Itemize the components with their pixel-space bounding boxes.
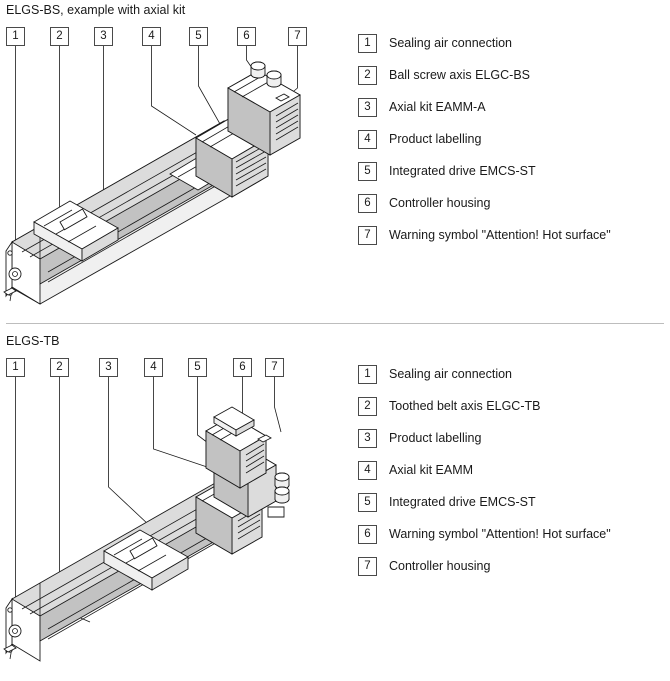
callout-number-2-7: 7 [265,358,284,377]
legend-item [358,550,664,582]
callout-number-1-5: 5 [189,27,208,46]
callout-number-1-4: 4 [142,27,161,46]
elgs-tb-axis-body [4,407,289,661]
legend-item [358,219,664,251]
legend-label: Sealing air connection [389,36,512,50]
legend-elgs-tb [358,358,664,582]
legend-number: 6 [358,525,377,544]
legend-label: Ball screw axis ELGC-BS [389,68,531,82]
legend-number: 2 [358,66,377,85]
legend-item [358,518,664,550]
legend-label: Integrated drive EMCS-ST [389,164,536,178]
callout-number-2-4: 4 [144,358,163,377]
callout-number-row-1 [0,27,350,46]
legend-label: Axial kit EAMM-A [389,100,486,114]
legend-item [358,59,664,91]
callout-number-row-2 [0,358,350,377]
legend-item [358,91,664,123]
section-title-elgs-bs: ELGS-BS, example with axial kit [6,3,186,17]
legend-label: Controller housing [389,559,491,573]
legend-item [358,486,664,518]
legend-label: Integrated drive EMCS-ST [389,495,536,509]
legend-item [358,155,664,187]
legend-label: Warning symbol "Attention! Hot surface" [389,228,611,242]
legend-item [358,358,664,390]
legend-label: Controller housing [389,196,491,210]
legend-label: Warning symbol "Attention! Hot surface" [389,527,611,541]
legend-item [358,422,664,454]
section-elgs-bs [0,0,670,320]
legend-number: 4 [358,130,377,149]
legend-number: 7 [358,226,377,245]
legend-label: Toothed belt axis ELGC-TB [389,399,541,413]
legend-elgs-bs [358,27,664,251]
product-illustration-elgs-bs [0,46,350,316]
legend-number: 2 [358,397,377,416]
legend-item [358,27,664,59]
legend-item [358,187,664,219]
callout-number-2-6: 6 [233,358,252,377]
callout-number-1-7: 7 [288,27,307,46]
callout-number-2-2: 2 [50,358,69,377]
legend-item [358,390,664,422]
legend-item [358,454,664,486]
callout-number-1-6: 6 [237,27,256,46]
legend-number: 3 [358,98,377,117]
legend-number: 6 [358,194,377,213]
callout-number-1-1: 1 [6,27,25,46]
legend-number: 4 [358,461,377,480]
legend-number: 5 [358,162,377,181]
legend-label: Sealing air connection [389,367,512,381]
callout-number-2-5: 5 [188,358,207,377]
legend-label: Product labelling [389,431,482,445]
callout-number-2-3: 3 [99,358,118,377]
callout-number-1-3: 3 [94,27,113,46]
callout-number-2-1: 1 [6,358,25,377]
legend-number: 3 [358,429,377,448]
product-illustration-elgs-tb [0,377,350,677]
callout-number-1-2: 2 [50,27,69,46]
elgs-bs-axis-body [4,62,300,304]
legend-item [358,123,664,155]
section-title-elgs-tb: ELGS-TB [6,334,60,348]
legend-label: Product labelling [389,132,482,146]
legend-number: 7 [358,557,377,576]
legend-label: Axial kit EAMM [389,463,474,477]
legend-number: 5 [358,493,377,512]
legend-number: 1 [358,365,377,384]
legend-number: 1 [358,34,377,53]
